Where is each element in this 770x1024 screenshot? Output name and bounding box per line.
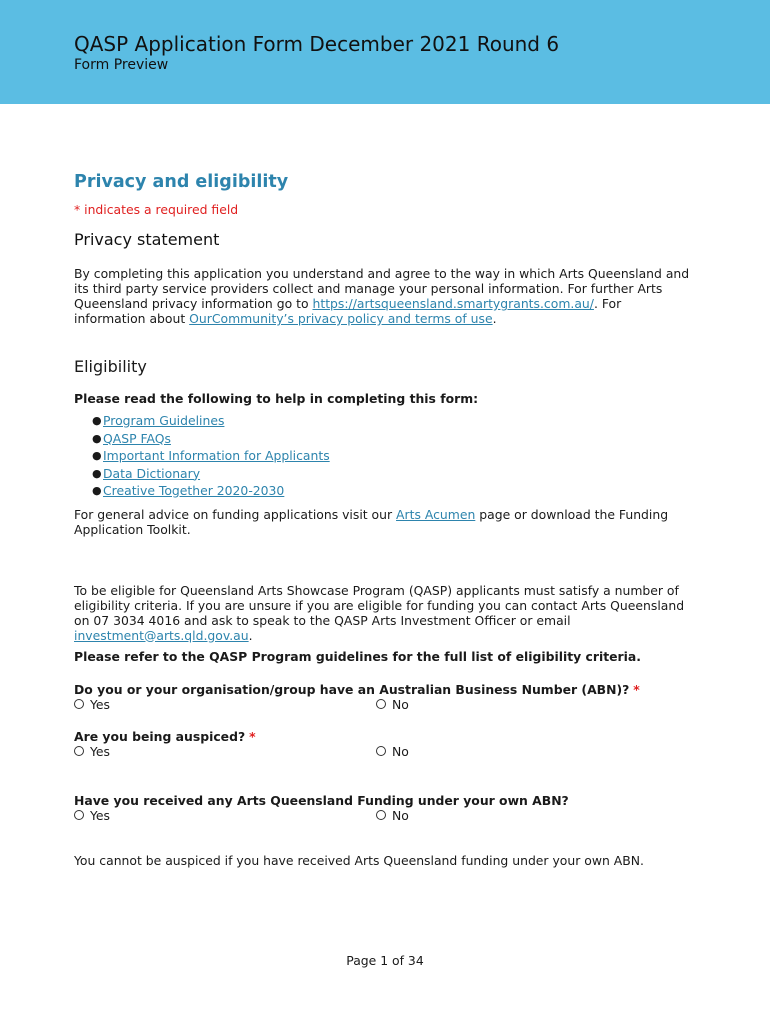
radio-icon[interactable]	[74, 810, 84, 820]
eligibility-intro: Please read the following to help in completing this form:	[74, 391, 479, 406]
investment-email-link[interactable]: investment@arts.qld.gov.au	[74, 627, 249, 643]
auspiced-question	[74, 729, 694, 760]
auspiced-yes-option[interactable]	[74, 744, 110, 759]
bullet-icon: ●	[92, 414, 102, 427]
privacy-statement-heading: Privacy statement	[74, 230, 220, 249]
resource-link-item	[92, 482, 694, 500]
advice-text-2: page or download the Funding Application Toolkit.	[74, 506, 669, 537]
bullet-icon: ●	[92, 484, 102, 497]
form-subtitle: Form Preview	[74, 57, 169, 73]
question-text: Are you being auspiced?	[74, 728, 246, 744]
qasp-faqs-link[interactable]: QASP FAQs	[103, 430, 171, 446]
program-guidelines-link[interactable]: Program Guidelines	[103, 413, 225, 428]
option-label: No	[392, 743, 409, 759]
auspiced-options	[74, 744, 694, 760]
radio-icon[interactable]	[74, 746, 84, 756]
funding-yes-option[interactable]	[74, 808, 110, 823]
creative-together-link[interactable]: Creative Together 2020-2030	[103, 483, 285, 498]
eligibility-criteria-text	[74, 583, 694, 643]
bullet-icon: ●	[92, 431, 102, 445]
option-label: No	[392, 696, 409, 712]
funding-question	[74, 793, 694, 824]
form-header	[0, 0, 770, 104]
abn-question	[74, 682, 694, 713]
funding-advice-text	[74, 507, 694, 537]
eligibility-heading: Eligibility	[74, 357, 147, 376]
privacy-text-1: By completing this application you understand and agree to the way in which Arts Queensland and its third party service providers collect and manage your personal information. For further Arts Queensland privacy information go to	[74, 266, 690, 311]
abn-yes-option[interactable]	[74, 697, 110, 712]
guidelines-refer-text: Please refer to the QASP Program guidelines for the full list of eligibility criteria.	[74, 648, 641, 664]
resource-link-item	[92, 465, 694, 483]
privacy-statement-text	[74, 266, 694, 326]
resource-link-item	[92, 412, 694, 430]
funding-question-label	[74, 793, 694, 808]
important-information-link[interactable]: Important Information for Applicants	[103, 448, 330, 463]
funding-options	[74, 808, 694, 824]
option-label: Yes	[90, 743, 111, 759]
bullet-icon: ●	[92, 466, 102, 480]
resource-link-item	[92, 447, 694, 465]
required-star: *	[633, 681, 640, 697]
abn-question-label	[74, 682, 694, 697]
resource-link-item	[92, 430, 694, 448]
data-dictionary-link[interactable]: Data Dictionary	[103, 465, 201, 481]
funding-no-option[interactable]	[376, 808, 409, 823]
page-number: Page 1 of 34	[346, 953, 424, 968]
required-star: *	[249, 728, 256, 744]
radio-icon[interactable]	[376, 699, 386, 709]
privacy-text-2: . For information about	[74, 296, 622, 326]
auspiced-question-label	[74, 729, 694, 744]
required-field-note: * indicates a required field	[74, 202, 239, 217]
auspiced-no-option[interactable]	[376, 744, 409, 759]
smartygrants-link[interactable]: https://artsqueensland.smartygrants.com.au/	[312, 296, 594, 311]
option-label: Yes	[90, 807, 111, 823]
form-content	[74, 170, 694, 868]
radio-icon[interactable]	[376, 810, 386, 820]
eligibility-criteria-body: To be eligible for Queensland Arts Showcase Program (QASP) applicants must satisfy a number of eligibility criteria. If you are unsure if you are eligible for funding you can contact Arts Queensland on 07 3034 4016 and ask to speak to the QASP Arts Investment Officer or email	[74, 582, 685, 628]
abn-options	[74, 697, 694, 713]
question-text: Do you or your organisation/group have an Australian Business Number (ABN)?	[74, 681, 630, 697]
question-text: Have you received any Arts Queensland Funding under your own ABN?	[74, 792, 569, 808]
section-title: Privacy and eligibility	[74, 172, 289, 192]
form-title: QASP Application Form December 2021 Round 6	[74, 32, 560, 56]
bullet-icon: ●	[92, 449, 102, 462]
radio-icon[interactable]	[74, 699, 84, 709]
abn-no-option[interactable]	[376, 697, 409, 712]
arts-acumen-link[interactable]: Arts Acumen	[396, 506, 476, 522]
option-label: Yes	[90, 696, 111, 712]
privacy-text-3: .	[492, 311, 497, 326]
eligibility-criteria-end: .	[248, 627, 253, 643]
radio-icon[interactable]	[376, 746, 386, 756]
resource-links-list	[74, 412, 694, 500]
advice-text-1: For general advice on funding applications visit our	[74, 506, 397, 522]
auspice-note: You cannot be auspiced if you have received Arts Queensland funding under your own ABN.	[74, 852, 644, 868]
option-label: No	[392, 807, 409, 823]
privacy-policy-link[interactable]: OurCommunity’s privacy policy and terms of use	[189, 311, 493, 326]
